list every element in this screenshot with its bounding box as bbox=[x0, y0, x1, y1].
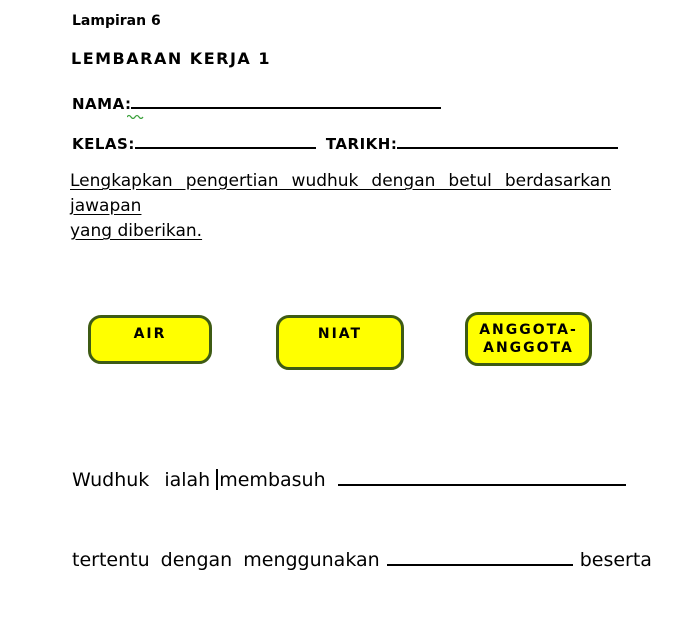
fill-blank-line-1[interactable] bbox=[338, 466, 626, 486]
name-label: NAMA: bbox=[72, 95, 132, 113]
instruction-line-2: yang diberikan. bbox=[70, 221, 203, 241]
worksheet-title: LEMBARAN KERJA 1 bbox=[71, 49, 271, 68]
class-date-field-row bbox=[72, 132, 618, 153]
sentence-2-text-after-blank: beserta bbox=[579, 549, 652, 571]
grammar-squiggle-icon bbox=[127, 114, 144, 119]
answer-option-box-air[interactable] bbox=[88, 315, 212, 364]
date-label: TARIKH: bbox=[325, 135, 398, 153]
answer-option-label: NIAT bbox=[317, 326, 363, 342]
answer-option-box-niat[interactable] bbox=[276, 315, 404, 370]
date-blank-line[interactable] bbox=[397, 132, 618, 149]
answer-option-box-anggota[interactable] bbox=[465, 312, 592, 366]
fill-blank-line-2[interactable] bbox=[387, 546, 573, 566]
fill-in-sentence-2 bbox=[72, 546, 652, 571]
name-blank-line[interactable] bbox=[131, 92, 441, 109]
instruction-text bbox=[70, 169, 611, 244]
sentence-2-text-before-blank: tertentu dengan menggunakan bbox=[72, 549, 380, 571]
class-blank-line[interactable] bbox=[135, 132, 316, 149]
name-field-row bbox=[72, 92, 441, 113]
sentence-1-text-after-cursor: membasuh bbox=[219, 469, 326, 491]
class-label: KELAS: bbox=[72, 135, 135, 153]
instruction-line-1: Lengkapkan pengertian wudhuk dengan betul berdasarkan jawapan bbox=[70, 171, 611, 216]
answer-option-label: ANGGOTA-ANGGOTA bbox=[479, 322, 578, 356]
fill-in-sentence-1 bbox=[72, 466, 626, 491]
answer-option-label: AIR bbox=[133, 326, 167, 342]
text-cursor bbox=[216, 469, 218, 490]
appendix-label: Lampiran 6 bbox=[72, 13, 161, 29]
sentence-1-text-before-cursor: Wudhuk ialah bbox=[72, 469, 211, 491]
